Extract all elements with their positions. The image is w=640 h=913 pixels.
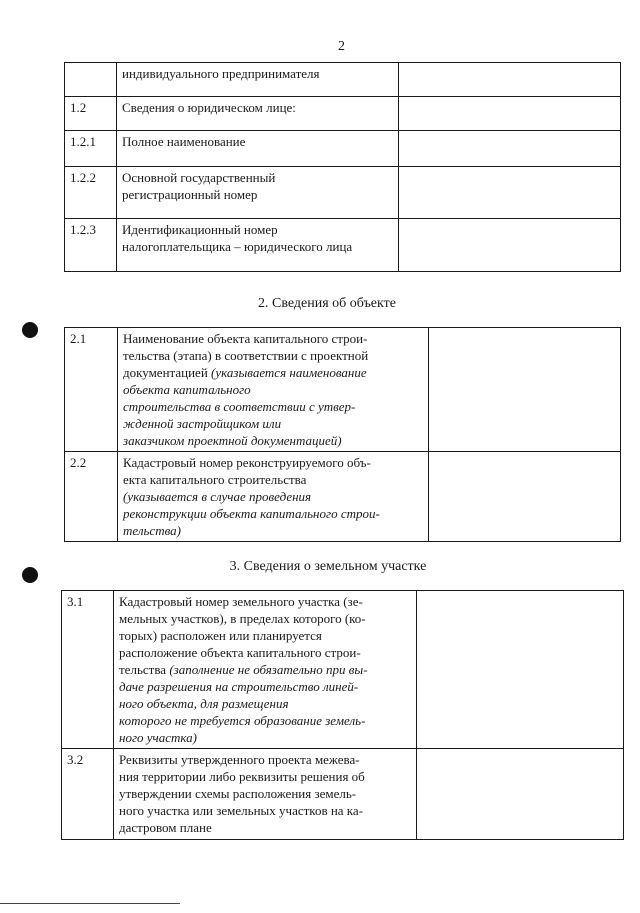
label-note-line: заказчиком проектной документацией) <box>123 433 342 448</box>
value-cell[interactable] <box>399 219 621 272</box>
table-row <box>65 452 621 542</box>
label-line: Наименование объекта капитального строи- <box>123 331 368 346</box>
page-number: 2 <box>338 39 345 54</box>
punch-hole-mark <box>22 322 38 338</box>
value-cell[interactable] <box>399 63 621 97</box>
label-text: документацией <box>123 365 212 380</box>
row-number: 2.1 <box>65 328 118 452</box>
label-text: тельства <box>119 662 170 677</box>
row-label <box>118 452 429 542</box>
value-cell[interactable] <box>429 452 621 542</box>
table-row <box>62 749 624 840</box>
table-row <box>65 328 621 452</box>
value-cell[interactable] <box>429 328 621 452</box>
label-line: тельства (этапа) в соответствии с проектной <box>123 348 369 363</box>
label-line: мельных участков), в пределах которого (ко- <box>119 611 366 626</box>
value-cell[interactable] <box>399 131 621 167</box>
value-cell[interactable] <box>417 749 624 840</box>
label-note: (указывается наименование <box>211 365 367 380</box>
row-label: Сведения о юридическом лице: <box>117 97 399 131</box>
label-note-line: даче разрешения на строительство линей- <box>119 679 359 694</box>
row-label: Полное наименование <box>117 131 399 167</box>
section-heading-object: 2. Сведения об объекте <box>258 296 396 311</box>
label-note: (заполнение не обязательно при вы- <box>169 662 368 677</box>
label-line: налогоплательщика – юридического лица <box>122 239 353 254</box>
row-label <box>117 219 399 272</box>
label-note-line: (указывается в случае проведения <box>123 489 312 504</box>
label-note-line: строительства в соответствии с утвер- <box>123 399 356 414</box>
label-line: Кадастровый номер реконструируемого объ- <box>123 455 371 470</box>
label-line: ния территории либо реквизиты решения об <box>119 769 365 784</box>
table-row <box>62 591 624 749</box>
label-line <box>123 364 424 381</box>
row-label: индивидуального предпринимателя <box>117 63 399 97</box>
row-label <box>114 591 417 749</box>
label-note-line: тельства) <box>123 523 181 538</box>
label-line: торых) расположен или планируется <box>119 628 322 643</box>
label-note-line: ного объекта, для размещения <box>119 696 289 711</box>
label-note-line: жденной застройщиком или <box>123 416 282 431</box>
object-table <box>64 327 621 542</box>
label-line <box>119 661 412 678</box>
value-cell[interactable] <box>399 97 621 131</box>
footer-rule <box>0 903 180 904</box>
label-line: Идентификационный номер <box>122 222 278 237</box>
row-label <box>117 167 399 219</box>
row-number: 1.2.3 <box>65 219 117 272</box>
row-number <box>65 63 117 97</box>
row-number: 3.1 <box>62 591 114 749</box>
value-cell[interactable] <box>417 591 624 749</box>
value-cell[interactable] <box>399 167 621 219</box>
row-number: 2.2 <box>65 452 118 542</box>
row-number: 1.2.1 <box>65 131 117 167</box>
table-row <box>65 167 621 219</box>
applicant-legal-entity-table <box>64 62 621 272</box>
row-number: 1.2 <box>65 97 117 131</box>
label-note-line: которого не требуется образование земель- <box>119 713 366 728</box>
label-note-line: реконструкции объекта капитального строи- <box>123 506 380 521</box>
label-line: Реквизиты утвержденного проекта межева- <box>119 752 360 767</box>
row-number: 3.2 <box>62 749 114 840</box>
row-number: 1.2.2 <box>65 167 117 219</box>
row-label <box>118 328 429 452</box>
land-plot-table <box>61 590 624 840</box>
table-row <box>65 219 621 272</box>
table-row <box>65 131 621 167</box>
label-line: расположение объекта капитального строи- <box>119 645 361 660</box>
label-line: ного участка или земельных участков на ка- <box>119 803 364 818</box>
section-heading-land-plot: 3. Сведения о земельном участке <box>229 559 427 574</box>
label-line: екта капитального строительства <box>123 472 307 487</box>
label-line: утверждении схемы расположения земель- <box>119 786 357 801</box>
table-row <box>65 97 621 131</box>
table-row <box>65 63 621 97</box>
label-note-line: ного участка) <box>119 730 197 745</box>
label-line: Основной государственный <box>122 170 276 185</box>
label-line: дастровом плане <box>119 820 212 835</box>
label-line: регистрационный номер <box>122 187 258 202</box>
label-note-line: объекта капитального <box>123 382 251 397</box>
row-label <box>114 749 417 840</box>
label-line: Кадастровый номер земельного участка (зе- <box>119 594 363 609</box>
